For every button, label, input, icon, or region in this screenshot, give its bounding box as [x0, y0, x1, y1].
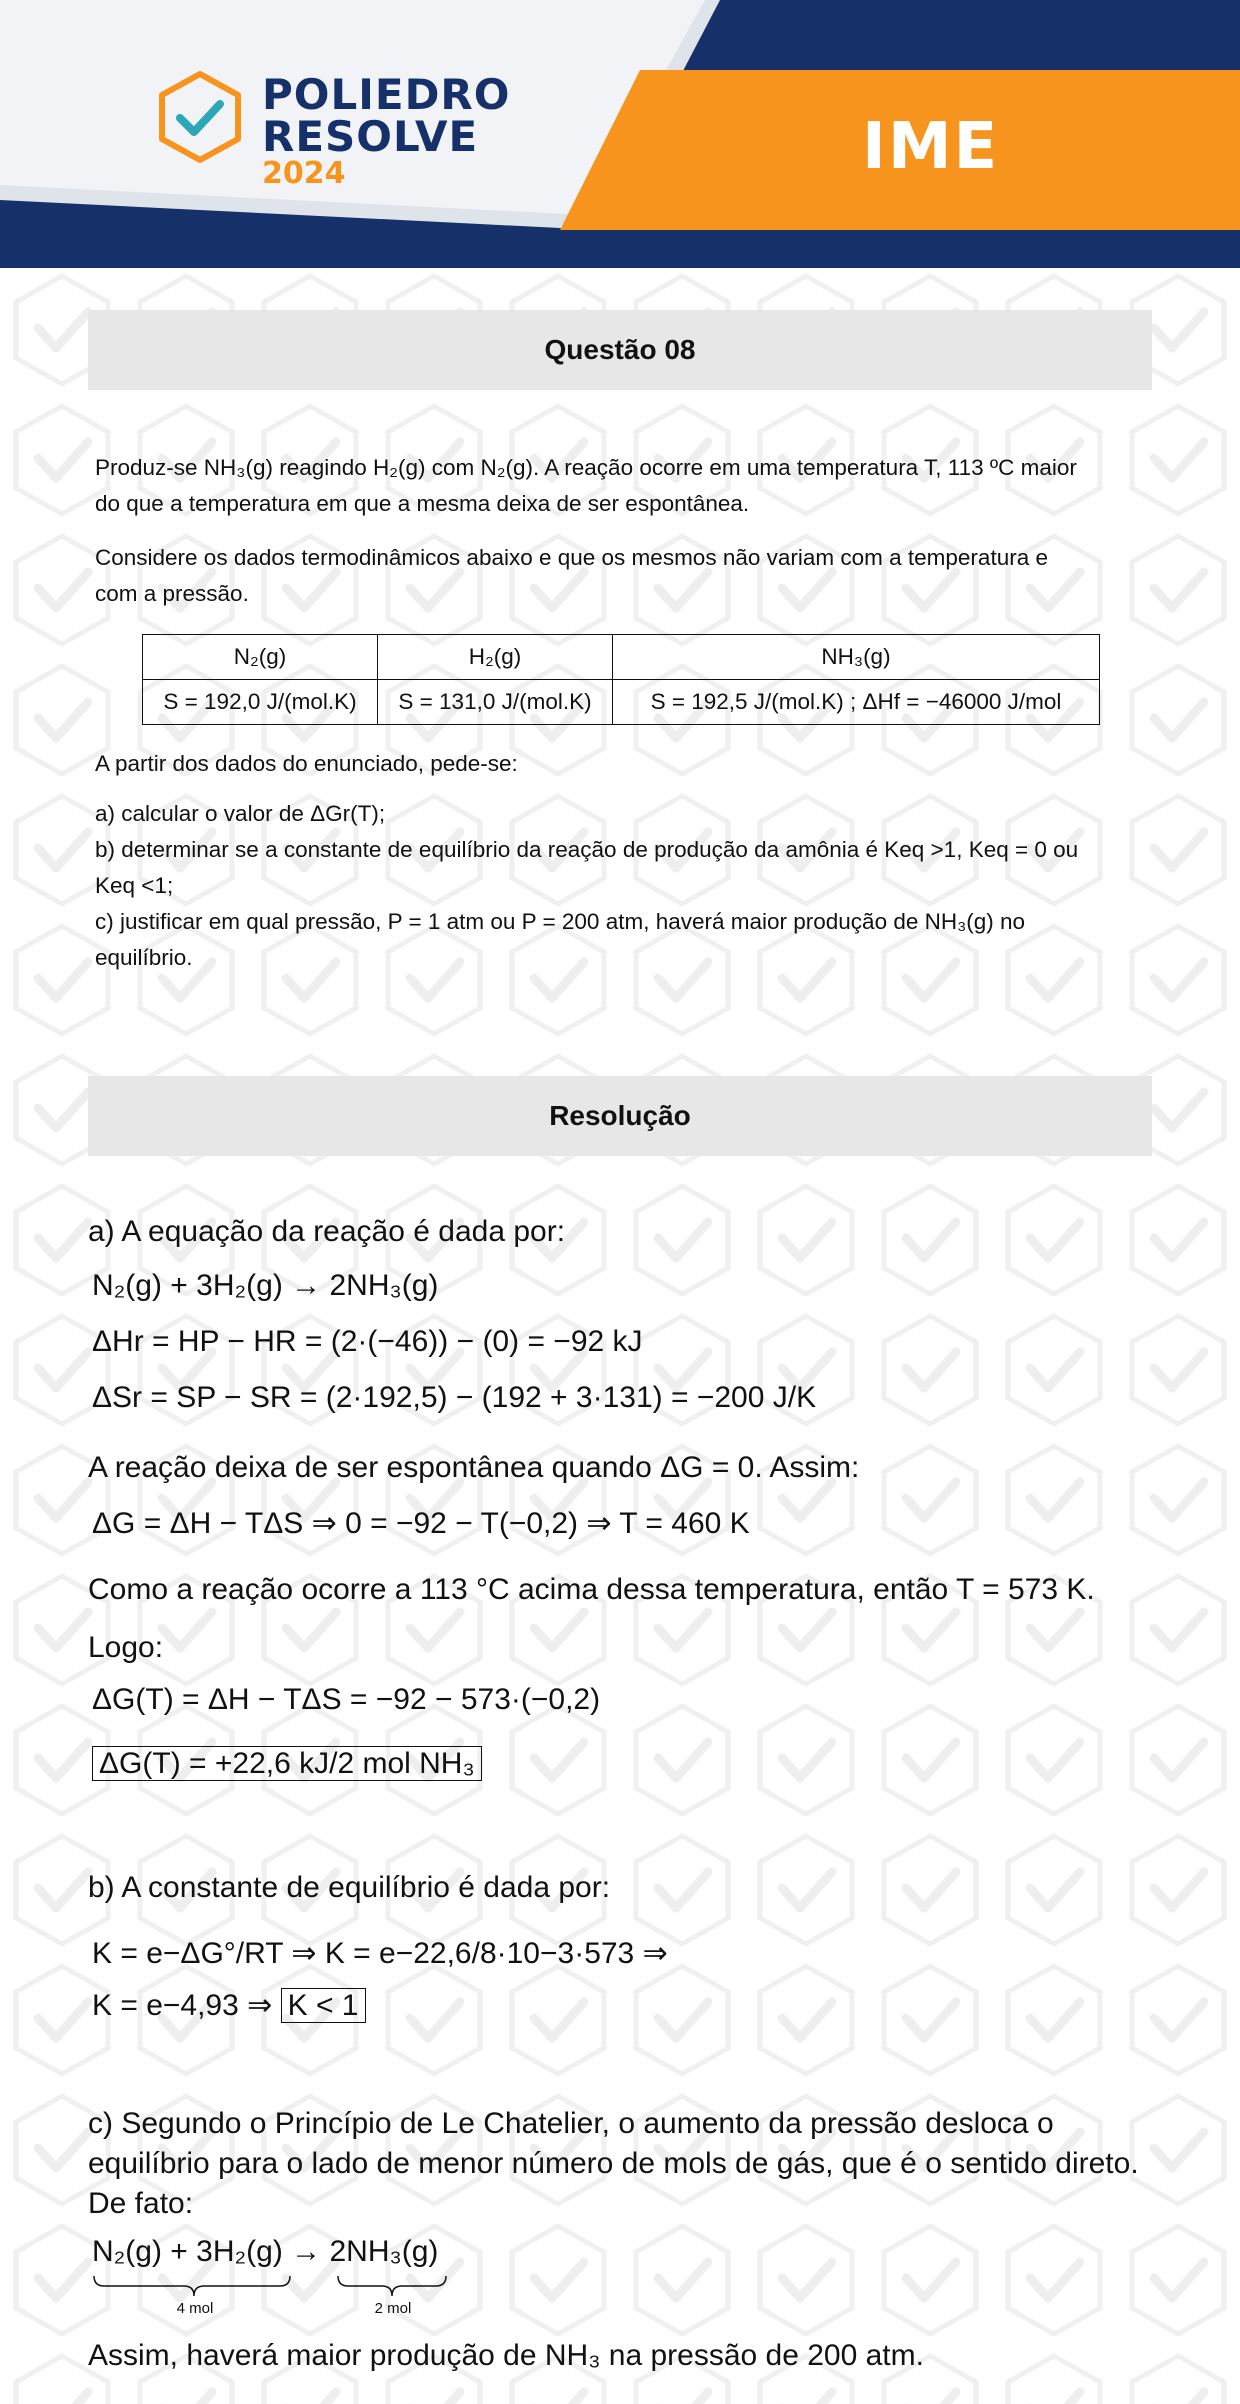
- equilibrium-constant-equation: K = e−ΔG°/RT ⇒ K = e−22,6/8·10−3·573 ⇒: [92, 1937, 668, 1970]
- enthalpy-equation: ΔHr = HP − HR = (2·(−46)) − (0) = −92 kJ: [92, 1325, 643, 1358]
- table-header-cell: NH₃(g): [613, 635, 1100, 680]
- question-data-text: [95, 540, 1145, 612]
- question-item-a: a) calcular o valor de ΔGr(T);: [95, 801, 386, 826]
- resolution-c-line3: De fato:: [88, 2187, 194, 2220]
- brand-year: 2024: [262, 156, 346, 191]
- brace-label-left: 4 mol: [176, 2300, 214, 2317]
- question-data-line2: com a pressão.: [95, 581, 249, 606]
- gibbs-at-t-equation: ΔG(T) = ΔH − TΔS = −92 − 573·(−0,2): [92, 1683, 601, 1716]
- k-less-than-one: K < 1: [281, 1988, 366, 2023]
- resolution-title: Resolução: [549, 1100, 691, 1131]
- resolution-b-intro: b) A constante de equilíbrio é dada por:: [88, 1871, 611, 1904]
- resolution-c-line1: c) Segundo o Princípio de Le Chatelier, o aumento da pressão desloca o: [88, 2107, 1054, 2140]
- logo-text: Logo:: [88, 1631, 164, 1664]
- question-item-c-line2: equilíbrio.: [95, 945, 193, 970]
- gibbs-equation: ΔG = ΔH − TΔS ⇒ 0 = −92 − T(−0,2) ⇒ T = 460 K: [92, 1507, 750, 1540]
- gibbs-result: ΔG(T) = +22,6 kJ/2 mol NH₃: [92, 1746, 482, 1781]
- question-intro-line1: Produz-se NH₃(g) reagindo H₂(g) com N₂(g). A reação ocorre em uma temperatura T, 113 ºC maior: [95, 455, 1077, 480]
- brace-label-right: 2 mol: [374, 2300, 412, 2317]
- brand-name-line1: POLIEDRO: [262, 70, 511, 119]
- question-ask: A partir dos dados do enunciado, pede-se:: [95, 751, 518, 776]
- brand-name-line2: RESOLVE: [262, 112, 479, 161]
- table-header-cell: N₂(g): [143, 635, 378, 680]
- reaction-equation-mols: N₂(g) + 3H₂(g) → 2NH₃(g): [92, 2235, 439, 2268]
- temperature-text: Como a reação ocorre a 113 °C acima dessa temperatura, então T = 573 K.: [88, 1573, 1095, 1606]
- question-item-c-line1: c) justificar em qual pressão, P = 1 atm ou P = 200 atm, haverá maior produção de NH₃(g) no: [95, 909, 1026, 934]
- spontaneity-text: A reação deixa de ser espontânea quando ΔG = 0. Assim:: [88, 1451, 860, 1484]
- brand-logo: [158, 64, 511, 194]
- question-data-line1: Considere os dados termodinâmicos abaixo e que os mesmos não variam com a temperatura e: [95, 545, 1048, 570]
- thermodynamic-data-table: [142, 634, 1100, 725]
- question-title-bar: [88, 310, 1152, 390]
- equilibrium-constant-result: [92, 1984, 366, 2028]
- question-intro: [95, 450, 1145, 522]
- question-title: Questão 08: [544, 334, 696, 365]
- entropy-equation: ΔSr = SP − SR = (2·192,5) − (192 + 3·131) = −200 J/K: [92, 1381, 817, 1414]
- resolution-title-bar: [88, 1076, 1152, 1156]
- resolution-c-line2: equilíbrio para o lado de menor número de mols de gás, que é o sentido direto.: [88, 2147, 1139, 2180]
- gibbs-result-box: [92, 1742, 482, 1786]
- question-item-b-line2: Keq <1;: [95, 873, 174, 898]
- conclusion-text: Assim, haverá maior produção de NH₃ na pressão de 200 atm.: [88, 2339, 924, 2372]
- question-intro-line2: do que a temperatura em que a mesma deixa de ser espontânea.: [95, 491, 750, 516]
- question-item-b-line1: b) determinar se a constante de equilíbrio da reação de produção da amônia é Keq >1, Keq = 0 ou: [95, 837, 1079, 862]
- table-header-cell: H₂(g): [378, 635, 613, 680]
- mol-underbraces: [92, 2274, 472, 2298]
- table-cell: S = 192,0 J/(mol.K): [143, 680, 378, 725]
- resolution-a-intro: a) A equação da reação é dada por:: [88, 1215, 566, 1248]
- table-row: [143, 635, 1100, 680]
- exam-name: IME: [862, 110, 1000, 184]
- resolution-c-text: [88, 2104, 1152, 2224]
- reaction-equation: N₂(g) + 3H₂(g) → 2NH₃(g): [92, 1269, 439, 1302]
- checkmark-hexagon-icon: [158, 70, 242, 164]
- table-cell: S = 131,0 J/(mol.K): [378, 680, 613, 725]
- table-cell: S = 192,5 J/(mol.K) ; ΔHf = −46000 J/mol: [613, 680, 1100, 725]
- question-items: [95, 796, 1145, 976]
- page-header: [0, 0, 1240, 268]
- equilibrium-exponent: K = e−4,93 ⇒: [92, 1989, 273, 2022]
- table-row: [143, 680, 1100, 725]
